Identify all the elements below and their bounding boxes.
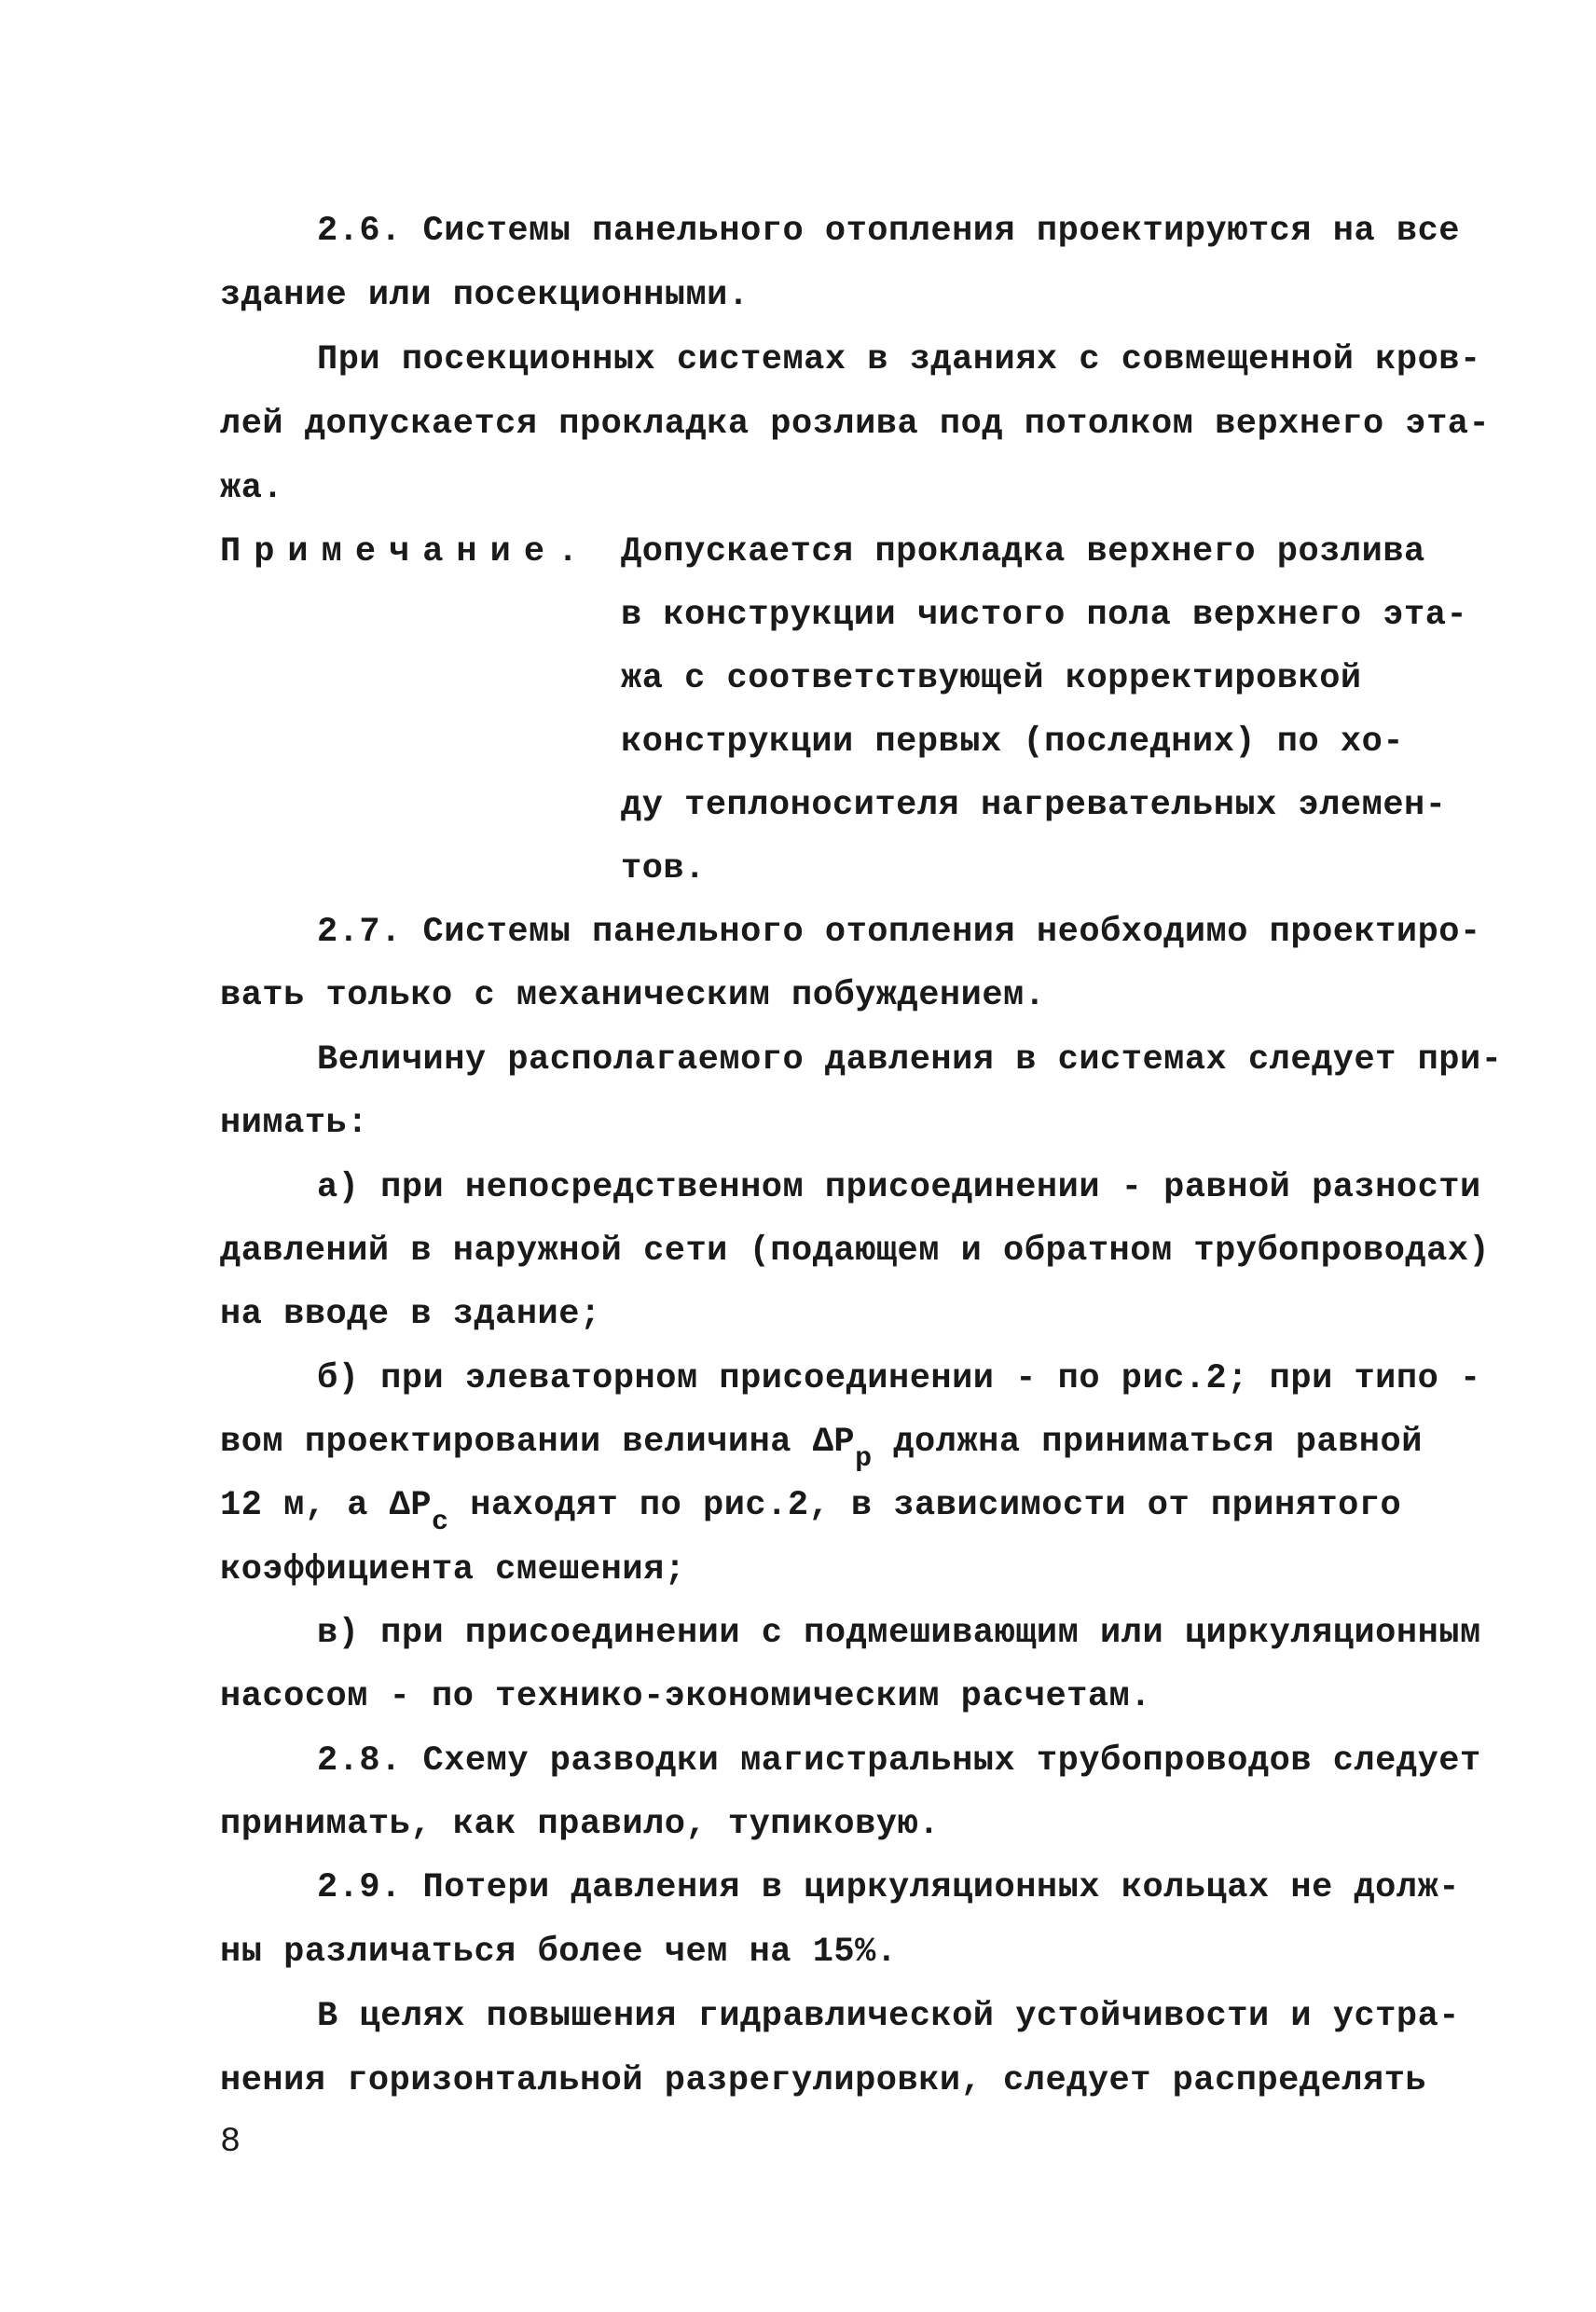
- item-b-line-3-start: 12 м, а ΔР: [220, 1486, 433, 1525]
- note-line-2: в конструкции чистого пола верхнего эта-: [621, 596, 1468, 635]
- item-v-line-1: в) при присоединении с подмешивающим или циркуляционным: [317, 1614, 1481, 1653]
- item-a-line-1: а) при непосредственном присоединении - равной разности: [317, 1168, 1481, 1207]
- paragraph-pressure-line-1: Величину располагаемого давления в системах следует при-: [317, 1040, 1503, 1080]
- item-v-line-2: насосом - по технико-экономическим расчетам.: [220, 1677, 1151, 1716]
- paragraph-2-8-line-1: 2.8. Схему разводки магистральных трубопроводов следует: [317, 1741, 1481, 1781]
- item-b-line-2-end: должна приниматься равной: [872, 1423, 1423, 1462]
- paragraph-sections-line-2: лей допускается прокладка розлива под потолком верхнего эта-: [220, 405, 1491, 444]
- item-b-line-3: [220, 1485, 1402, 1538]
- paragraph-2-7-line-2: вать только с механическим побуждением.: [220, 976, 1046, 1015]
- note-line-1: Допускается прокладка верхнего розлива: [621, 532, 1425, 571]
- paragraph-2-9-line-2: ны различаться более чем на 15%.: [220, 1933, 898, 1972]
- delta-p-subscript-c: с: [432, 1507, 449, 1538]
- paragraph-sections-line-1: При посекционных системах в зданиях с совмещенной кров-: [317, 340, 1481, 379]
- paragraph-2-7-line-1: 2.7. Системы панельного отопления необходимо проектиро-: [317, 913, 1481, 952]
- item-b-line-4: коэффициента смешения;: [220, 1550, 686, 1590]
- note-line-3: жа с соответствующей корректировкой: [621, 659, 1362, 698]
- item-b-line-3-end: находят по рис.2, в зависимости от принятого: [448, 1486, 1402, 1525]
- paragraph-2-9-line-1: 2.9. Потери давления в циркуляционных кольцах не долж-: [317, 1868, 1460, 1907]
- delta-p-subscript-r: р: [855, 1443, 873, 1475]
- paragraph-stability-line-1: В целях повышения гидравлической устойчивости и устра-: [317, 1997, 1460, 2036]
- item-b-line-2-start: вом проектировании величина ΔР: [220, 1423, 856, 1462]
- item-b-line-2: [220, 1422, 1423, 1475]
- paragraph-2-8-line-2: принимать, как правило, тупиковую.: [220, 1805, 940, 1844]
- note-line-5: ду теплоносителя нагревательных элемен-: [621, 786, 1447, 825]
- item-a-line-3: на вводе в здание;: [220, 1295, 601, 1334]
- item-a-line-2: давлений в наружной сети (подающем и обратном трубопроводах): [220, 1232, 1491, 1271]
- paragraph-pressure-line-2: нимать:: [220, 1104, 368, 1143]
- note-line-4: конструкции первых (последних) по хо-: [621, 722, 1405, 762]
- paragraph-2-6-line-2: здание или посекционными.: [220, 276, 750, 315]
- note-line-6: тов.: [621, 849, 706, 888]
- page-number: 8: [220, 2123, 241, 2162]
- paragraph-2-6-line-1: 2.6. Системы панельного отопления проектируются на все: [317, 212, 1460, 251]
- paragraph-sections-line-3: жа.: [220, 469, 284, 508]
- note-label: Примечание.: [220, 532, 592, 571]
- paragraph-stability-line-2: нения горизонтальной разрегулировки, следует распределять: [220, 2061, 1427, 2100]
- item-b-line-1: б) при элеваторном присоединении - по рис.2; при типо -: [317, 1359, 1481, 1398]
